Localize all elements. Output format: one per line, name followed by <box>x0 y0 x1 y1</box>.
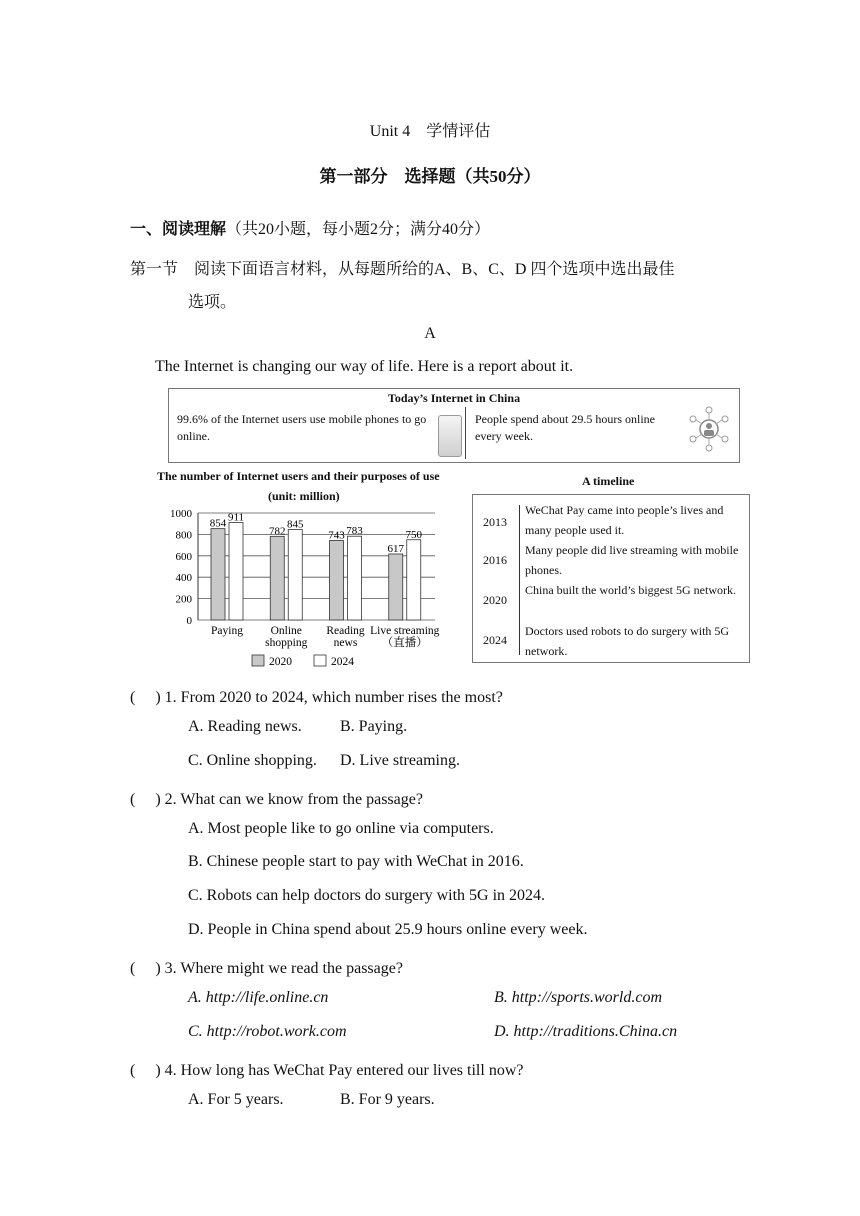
timeline-event: China built the world’s biggest 5G network. <box>525 583 736 597</box>
part-title: 第一部分 选择题（共50分） <box>319 167 541 186</box>
timeline-year: 2013 <box>483 515 507 529</box>
answer-blank[interactable]: ( ) <box>130 1062 161 1079</box>
answer-blank[interactable]: ( ) <box>130 689 161 706</box>
timeline-year: 2016 <box>483 553 507 567</box>
bar-value-label: 783 <box>346 525 363 538</box>
x-tick-label: shopping <box>265 637 308 649</box>
option-b[interactable]: B. Chinese people start to pay with WeChat in 2016. <box>188 853 524 870</box>
bar-value-label: 750 <box>405 528 422 541</box>
option-b[interactable]: B. For 9 years. <box>340 1091 435 1108</box>
bar-value-label: 782 <box>269 525 286 538</box>
question-4 <box>130 1057 523 1080</box>
option-d[interactable]: D. People in China spend about 25.9 hours online every week. <box>188 921 588 938</box>
legend-swatch <box>252 655 264 666</box>
option-c-url: C. http://robot.work.com <box>188 1023 347 1040</box>
section-title-rest: （共20小题，每小题2分；满分40分） <box>226 221 491 238</box>
legend-swatch <box>314 655 326 666</box>
x-tick-label: news <box>333 637 358 649</box>
y-tick-label: 800 <box>175 529 192 542</box>
bar-2024 <box>348 536 362 620</box>
question-stem: 2. What can we know from the passage? <box>164 791 423 808</box>
report-box <box>168 388 740 463</box>
answer-blank[interactable]: ( ) <box>130 791 161 808</box>
bar-value-label: 845 <box>287 518 304 531</box>
mobile-phone-icon <box>438 415 462 457</box>
report-divider <box>465 407 466 459</box>
x-tick-label: Reading <box>326 625 365 637</box>
bar-2024 <box>229 523 243 620</box>
option-c[interactable]: C. Robots can help doctors do surgery with 5G in 2024. <box>188 887 546 904</box>
passage-intro: The Internet is changing our way of life. Here is a report about it. <box>155 358 574 375</box>
timeline-event: Doctors used robots to do surgery with 5G network. <box>525 624 730 658</box>
bar-2024 <box>288 530 302 620</box>
x-tick-label: Online <box>270 625 302 637</box>
y-tick-label: 200 <box>175 593 192 606</box>
bar-2020 <box>211 529 225 620</box>
timeline-axis <box>519 505 520 655</box>
section-instruction: 第一节 阅读下面语言材料，从每题所给的A、B、C、D 四个选项中选出最佳 <box>130 261 675 278</box>
question-stem: 1. From 2020 to 2024, which number rises the most? <box>164 689 503 706</box>
option-c[interactable]: C. Online shopping. <box>188 752 317 769</box>
network-people-icon <box>685 405 733 453</box>
bar-chart <box>150 505 455 670</box>
passage-label: A <box>424 325 436 342</box>
report-right-text: People spend about 29.5 hours online every week. <box>475 412 655 443</box>
option-a-url: A. http://life.online.cn <box>188 989 329 1006</box>
option-a[interactable]: A. Most people like to go online via computers. <box>188 820 494 837</box>
answer-blank[interactable]: ( ) <box>130 960 161 977</box>
option-a[interactable] <box>188 989 328 1007</box>
timeline-year: 2024 <box>483 633 507 647</box>
option-a[interactable]: A. For 5 years. <box>188 1091 284 1108</box>
option-d-url: D. http://traditions.China.cn <box>494 1023 678 1040</box>
section-title-bold: 一、阅读理解 <box>130 221 227 238</box>
option-d[interactable]: D. Live streaming. <box>340 752 460 769</box>
timeline-event: WeChat Pay came into people’s lives and many people used it. <box>525 503 724 537</box>
report-left-text: 99.6% of the Internet users use mobile phones to go online. <box>177 412 427 443</box>
option-d[interactable] <box>494 1023 677 1041</box>
option-b-url: B. http://sports.world.com <box>494 989 663 1006</box>
x-tick-label: （直播） <box>381 637 428 649</box>
bar-value-label: 911 <box>227 511 245 524</box>
section-instruction-cont: 选项。 <box>188 294 237 311</box>
timeline-box <box>472 494 750 663</box>
question-stem: 4. How long has WeChat Pay entered our lives till now? <box>164 1062 524 1079</box>
chart-title: The number of Internet users and their purposes of use <box>157 469 440 483</box>
question-1 <box>130 684 503 707</box>
option-b[interactable] <box>494 989 662 1007</box>
bar-2020 <box>270 536 284 620</box>
legend-label: 2024 <box>331 656 354 668</box>
bar-2024 <box>407 540 421 620</box>
section-title <box>130 216 490 239</box>
report-title: Today’s Internet in China <box>387 391 521 405</box>
bar-value-label: 617 <box>387 542 404 555</box>
y-tick-label: 600 <box>175 550 192 563</box>
bar-value-label: 743 <box>328 529 345 542</box>
y-tick-label: 400 <box>175 572 192 585</box>
bar-value-label: 854 <box>209 517 227 530</box>
option-c[interactable] <box>188 1023 347 1041</box>
option-b[interactable]: B. Paying. <box>340 718 408 735</box>
legend-label: 2020 <box>269 656 292 668</box>
timeline-event: Many people did live streaming with mobile phones. <box>525 543 739 577</box>
y-tick-label: 0 <box>186 615 192 627</box>
bar-2020 <box>330 540 344 620</box>
timeline-title: A timeline <box>582 474 635 488</box>
question-3 <box>130 955 403 978</box>
x-tick-label: Live streaming <box>370 625 440 637</box>
question-2 <box>130 786 423 809</box>
option-a[interactable]: A. Reading news. <box>188 718 302 735</box>
timeline-year: 2020 <box>483 593 507 607</box>
y-tick-label: 1000 <box>170 508 192 520</box>
x-tick-label: Paying <box>211 625 243 637</box>
bar-2020 <box>389 554 403 620</box>
chart-unit: (unit: million) <box>268 489 340 503</box>
question-stem: 3. Where might we read the passage? <box>164 960 403 977</box>
unit-title: Unit 4 学情评估 <box>369 123 491 140</box>
